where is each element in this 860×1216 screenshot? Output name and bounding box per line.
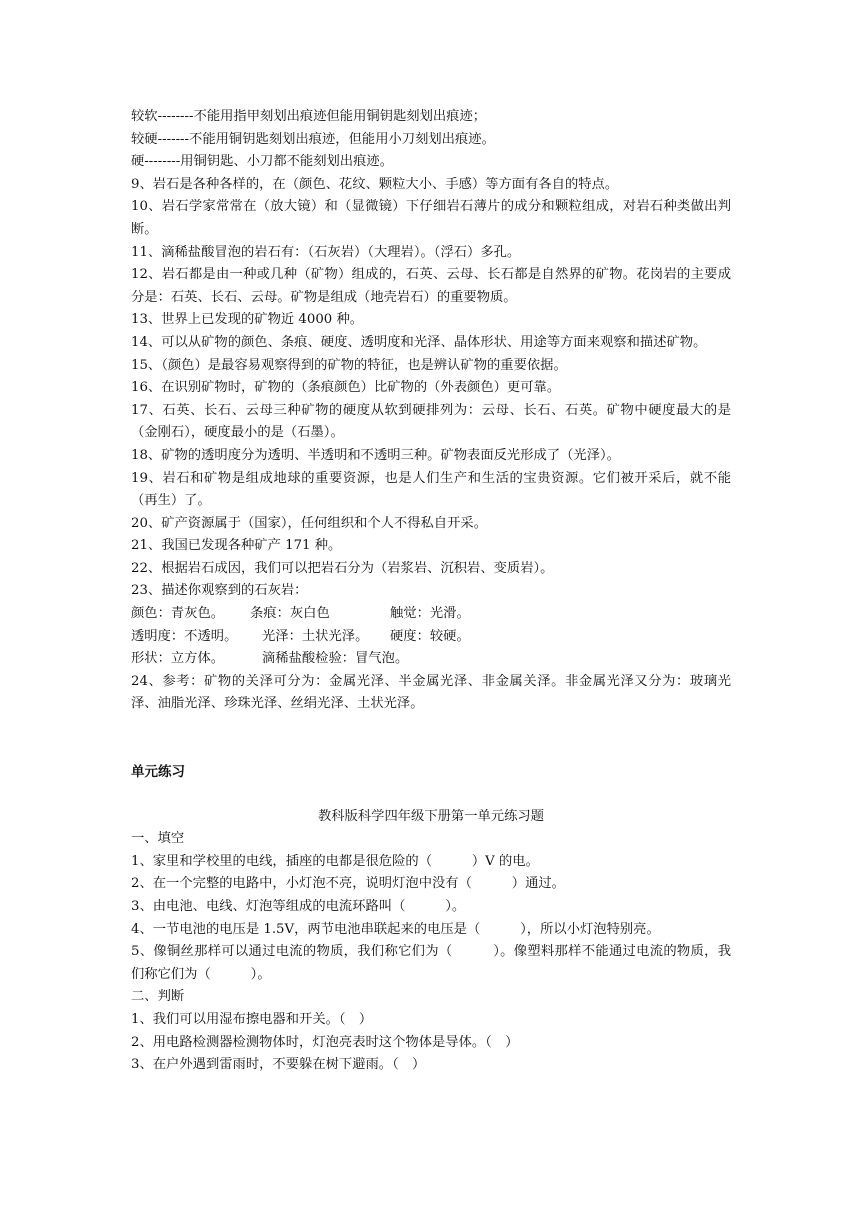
limestone-transparency: 透明度：不透明。 (131, 628, 238, 644)
item-20: 20、矿产资源属于（国家），任何组织和个人不得私自开采。 (131, 515, 487, 531)
item-14: 14、可以从矿物的颜色、条痕、硬度、透明度和光泽、晶体形状、用途等方面来观察和描述矿物。 (131, 334, 707, 350)
judge-item-2: 2、用电路检测器检测物体时，灯泡亮表时这个物体是导体。（ ） (131, 1034, 519, 1050)
item-21: 21、我国已发现各种矿产 171 种。 (131, 538, 342, 554)
fill-item-4: 4、一节电池的电压是 1.5V，两节电池串联起来的电压是（ ），所以小灯泡特别亮。 (131, 921, 660, 937)
spacer (131, 716, 731, 761)
exercise-title: 教科版科学四年级下册第一单元练习题 (317, 808, 545, 824)
limestone-luster: 光泽：土状光泽。 (262, 628, 369, 644)
item-23: 23、描述你观察到的石灰岩： (131, 583, 308, 599)
item-9: 9、岩石是各种各样的，在（颜色、花纹、颗粒大小、手感）等方面有各自的特点。 (131, 176, 619, 192)
fill-heading: 一、填空 (131, 831, 185, 847)
fill-item-5: 5、像铜丝那样可以通过电流的物质，我们称它们为（ ）。像塑料那样不能通过电流的物质，我们称它们为（ ）。 (131, 944, 731, 982)
item-11: 11、滴稀盐酸冒泡的岩石有：（石灰岩）（大理岩）。（浮石）多孔。 (131, 244, 521, 260)
fill-item-3: 3、由电池、电线、灯泡等组成的电流环路叫（ ）。 (131, 899, 466, 914)
limestone-streak: 条痕：灰白色 (250, 606, 330, 622)
hardness-line-soft: 较软--------不能用指甲刻划出痕迹但能用铜钥匙刻划出痕迹； (131, 109, 487, 124)
limestone-row-2 (131, 626, 731, 649)
item-16: 16、在识别矿物时，矿物的（条痕颜色）比矿物的（外表颜色）更可靠。 (131, 380, 561, 396)
limestone-acid-test: 滴稀盐酸检验：冒气泡。 (262, 651, 409, 667)
spacer-small (131, 784, 731, 806)
item-17: 17、石英、长石、云母三种矿物的硬度从软到硬排列为：云母、长石、石英。矿物中硬度最大的是（金刚石），硬度最小的是（石墨）。 (131, 402, 731, 441)
item-19: 19、岩石和矿物是组成地球的重要资源，也是人们生产和生活的宝贵资源。它们被开采后，就不能（再生）了。 (131, 470, 731, 509)
fill-item-1: 1、家里和学校里的电线，插座的电都是很危险的（ ）V 的电。 (131, 853, 539, 869)
hardness-line-hard: 硬--------用铜钥匙、小刀都不能刻划出痕迹。 (131, 154, 393, 170)
limestone-color: 颜色：青灰色。 (131, 606, 225, 622)
document-body (131, 106, 731, 1077)
section-title: 单元练习 (131, 764, 185, 781)
limestone-row-3 (131, 648, 731, 671)
limestone-row-1 (131, 603, 731, 626)
fill-item-2: 2、在一个完整的电路中，小灯泡不亮，说明灯泡中没有（ ）通过。 (131, 876, 565, 892)
hardness-line-medium: 较硬-------不能用铜钥匙刻划出痕迹，但能用小刀刻划出痕迹。 (131, 131, 495, 147)
judge-item-1: 1、我们可以用湿布擦电器和开关。（ ） (131, 1011, 373, 1027)
judge-item-3: 3、在户外遇到雷雨时，不要躲在树下避雨。（ ） (131, 1057, 426, 1073)
item-22: 22、根据岩石成因，我们可以把岩石分为（岩浆岩、沉积岩、变质岩）。 (131, 560, 554, 576)
item-15: 15、（颜色）是最容易观察得到的矿物的特征，也是辨认矿物的重要依据。 (131, 357, 567, 373)
item-13: 13、世界上已发现的矿物近 4000 种。 (131, 312, 364, 328)
item-10: 10、岩石学家常常在（放大镜）和（显微镜）下仔细岩石薄片的成分和颗粒组成，对岩石种类做出判断。 (131, 199, 731, 237)
limestone-touch: 触觉：光滑。 (390, 606, 470, 622)
judge-heading: 二、判断 (131, 989, 185, 1005)
limestone-hardness: 硬度：较硬。 (390, 628, 470, 644)
item-12: 12、岩石都是由一种或几种（矿物）组成的，石英、云母、长石都是自然界的矿物。花岗岩的主要成分是：石英、长石、云母。矿物是组成（地壳岩石）的重要物质。 (131, 267, 731, 305)
item-18: 18、矿物的透明度分为透明、半透明和不透明三种。矿物表面反光形成了（光泽）。 (131, 447, 620, 463)
limestone-shape: 形状：立方体。 (131, 651, 225, 667)
item-24: 24、参考：矿物的关泽可分为：金属光泽、半金属光泽、非金属关泽。非金属光泽又分为：玻璃光泽、油脂光泽、珍珠光泽、丝绢光泽、土状光泽。 (131, 673, 731, 712)
